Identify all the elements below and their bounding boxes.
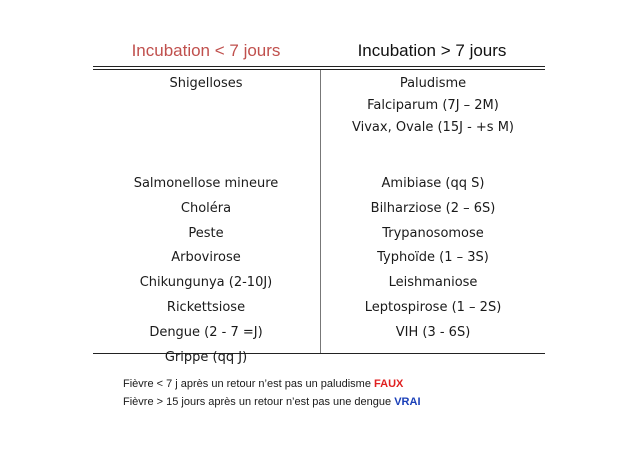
right-cell-leptospirose: Leptospirose (1 – 2S) <box>364 300 502 315</box>
header-incubation-short: Incubation < 7 jours <box>131 41 281 60</box>
note-text: Fièvre > 15 jours après un retour n’est pas une dengue <box>123 396 392 408</box>
right-cell-vivax-ovale: Vivax, Ovale (15J - +s M) <box>352 120 514 135</box>
left-cell-rickettsiose: Rickettsiose <box>166 300 246 315</box>
right-cell-bilharziose: Bilharziose (2 – 6S) <box>370 201 496 216</box>
right-cell-vih: VIH (3 - 6S) <box>395 325 471 340</box>
header-rule-top <box>93 66 545 67</box>
right-cell-falciparum: Falciparum (7J – 2M) <box>367 98 499 113</box>
right-cell-paludisme: Paludisme <box>399 76 467 91</box>
left-cell-peste: Peste <box>188 226 224 241</box>
left-cell-arbovirose: Arbovirose <box>171 250 241 265</box>
notes-block <box>123 375 421 411</box>
right-cell-leishmaniose: Leishmaniose <box>388 275 478 290</box>
verdict-vrai: VRAI <box>394 396 421 408</box>
note-line-paludisme <box>123 375 421 393</box>
left-cell-dengue: Dengue (2 - 7 =J) <box>149 325 263 340</box>
note-text: Fièvre < 7 j après un retour n’est pas un paludisme <box>123 378 371 390</box>
note-line-dengue <box>123 393 421 411</box>
header-rule-bottom <box>93 69 545 70</box>
left-cell-grippe: Grippe (qq J) <box>164 350 248 365</box>
right-cell-trypanosomose: Trypanosomose <box>382 226 484 241</box>
left-cell-chikungunya: Chikungunya (2-10J) <box>139 275 273 290</box>
left-cell-salmonellose: Salmonellose mineure <box>133 176 279 191</box>
verdict-faux: FAUX <box>374 378 404 390</box>
left-cell-shigelloses: Shigelloses <box>169 76 243 91</box>
incubation-table <box>93 36 545 365</box>
left-cell-cholera: Choléra <box>180 201 232 216</box>
right-cell-typhoide: Typhoïde (1 – 3S) <box>377 250 489 265</box>
header-incubation-long: Incubation > 7 jours <box>357 41 507 60</box>
right-cell-amibiase: Amibiase (qq S) <box>381 176 485 191</box>
